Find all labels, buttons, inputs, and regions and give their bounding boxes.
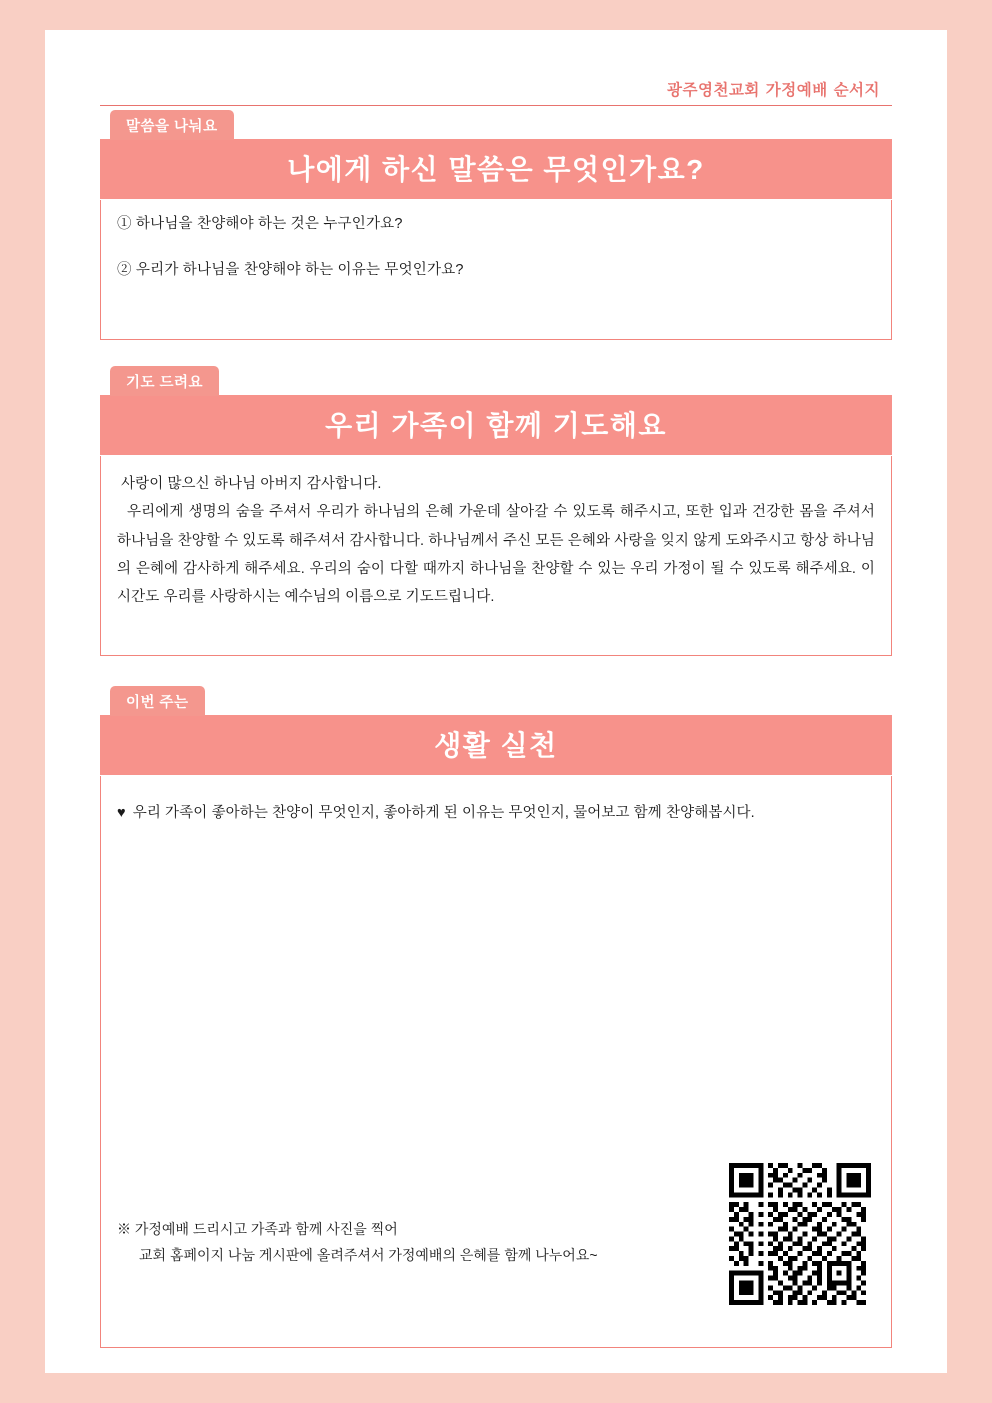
section-band-word-sharing: 나에게 하신 말씀은 무엇인가요? xyxy=(100,139,892,199)
header-title: 광주영천교회 가정예배 순서지 xyxy=(667,81,880,99)
section-tab-word-sharing: 말씀을 나눠요 xyxy=(110,110,234,140)
qr-code-icon xyxy=(729,1163,871,1305)
practice-item xyxy=(117,802,875,825)
section-tab-prayer: 기도 드려요 xyxy=(110,366,219,396)
document-header xyxy=(100,30,892,110)
question-box xyxy=(100,200,892,340)
prayer-body: 우리에게 생명의 숨을 주셔서 우리가 하나님의 은혜 가운데 살아갈 수 있도록 해주시고, 또한 입과 건강한 몸을 주셔서 하나님을 찬양할 수 있도록 해주셔서 감사합니다. 하나님께서 주신 모든 은혜와 사랑을 잊지 않게 도와주시고 항상 하나님의 은혜에 감사하게 해주세요. 우리의 숨이 다할 때까지 하나님을 찬양할 수 있는 우리 가정이 될 수 있도록 해주세요. 이 시간도 우리를 사랑하시는 예수님의 이름으로 기도드립니다. xyxy=(117,504,875,606)
question-item: ① 하나님을 찬양해야 하는 것은 누구인가요? xyxy=(117,216,403,232)
footer-note-line1: ※ 가정예배 드리시고 가족과 함께 사진을 찍어 xyxy=(117,1220,398,1237)
heart-icon: ♥ xyxy=(117,805,126,821)
question-item: ② 우리가 하나님을 찬양해야 하는 이유는 무엇인가요? xyxy=(117,261,464,278)
footer-note-line2: 교회 홈페이지 나눔 게시판에 올려주셔서 가정예배의 은혜를 함께 나누어요~ xyxy=(139,1247,598,1264)
prayer-box xyxy=(100,456,892,656)
document-content xyxy=(45,30,947,1373)
section-band-practice: 생활 실천 xyxy=(100,715,892,775)
document-page xyxy=(45,30,947,1373)
spacer xyxy=(100,340,892,366)
footer-note xyxy=(117,1216,598,1269)
section-practice xyxy=(100,686,892,1348)
section-word-sharing xyxy=(100,110,892,340)
section-tab-practice: 이번 주는 xyxy=(110,686,205,716)
header-divider xyxy=(100,105,892,106)
spacer xyxy=(100,656,892,686)
prayer-opening-line: 사랑이 많으신 하나님 아버지 감사합니다. xyxy=(121,476,382,492)
section-band-prayer: 우리 가족이 함께 기도해요 xyxy=(100,395,892,455)
practice-box xyxy=(100,776,892,1348)
section-prayer xyxy=(100,366,892,656)
practice-item-label: 우리 가족이 좋아하는 찬양이 무엇인지, 좋아하게 된 이유는 무엇인지, 물어보고 함께 찬양해봅시다. xyxy=(132,805,755,821)
